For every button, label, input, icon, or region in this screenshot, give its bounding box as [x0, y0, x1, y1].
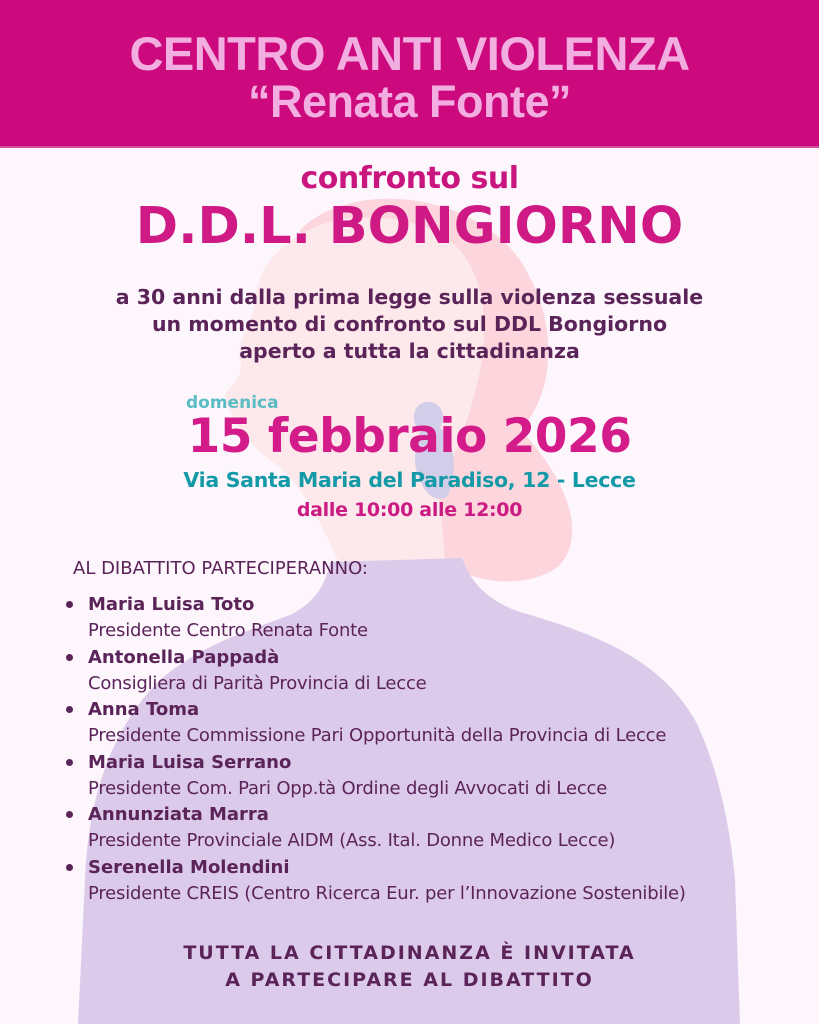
bullet-icon — [66, 759, 73, 766]
organization-name: CENTRO ANTI VIOLENZA — [129, 27, 690, 80]
bullet-icon — [66, 811, 73, 818]
bullet-icon — [66, 706, 73, 713]
organization-subtitle: “Renata Fonte” — [247, 76, 572, 127]
participant-name: Antonella Pappadà — [88, 646, 280, 668]
participant-item — [62, 855, 802, 908]
participant-name: Maria Luisa Toto — [88, 594, 255, 615]
participant-role: Presidente CREIS (Centro Ricerca Eur. per l’Innovazione Sostenibile) — [88, 882, 686, 904]
participant-role: Presidente Com. Pari Opp.tà Ordine degli Avvocati di Lecce — [88, 777, 608, 799]
bullet-icon — [66, 601, 73, 608]
participant-role: Presidente Commissione Pari Opportunità della Provincia di Lecce — [88, 725, 667, 746]
event-address: Via Santa Maria del Paradiso, 12 - Lecce — [183, 468, 636, 492]
event-date: 15 febbraio 2026 — [187, 409, 632, 464]
intro-line-1: a 30 anni dalla prima legge sulla violenza sessuale — [115, 285, 704, 309]
intro-line-3: aperto a tutta la cittadinanza — [239, 339, 580, 363]
bullet-icon — [66, 654, 73, 661]
participant-item — [62, 802, 802, 855]
participant-item — [62, 750, 802, 803]
closing-line-1: TUTTA LA CITTADINANZA È INVITATA — [183, 942, 636, 964]
participants-list — [62, 592, 802, 907]
closing-line-2: A PARTECIPARE AL DIBATTITO — [225, 969, 594, 991]
bullet-icon — [66, 864, 73, 871]
participant-item — [62, 592, 802, 645]
participant-role: Presidente Centro Renata Fonte — [88, 620, 368, 641]
event-day-of-week: domenica — [186, 393, 279, 413]
participant-role: Presidente Provinciale AIDM (Ass. Ital. Donne Medico Lecce) — [88, 830, 616, 851]
participants-heading: AL DIBATTITO PARTECIPERANNO: — [73, 558, 368, 579]
event-subtitle: confronto sul — [300, 161, 519, 196]
participant-item — [62, 697, 802, 750]
event-title: D.D.L. BONGIORNO — [135, 197, 684, 256]
participant-name: Serenella Molendini — [88, 856, 290, 878]
participant-role: Consigliera di Parità Provincia di Lecce — [88, 672, 427, 694]
participant-name: Annunziata Marra — [88, 804, 269, 825]
participant-name: Maria Luisa Serrano — [88, 751, 292, 773]
event-hours: dalle 10:00 alle 12:00 — [296, 499, 523, 521]
participant-name: Anna Toma — [88, 699, 200, 720]
intro-line-2: un momento di confronto sul DDL Bongiorno — [151, 312, 668, 336]
participant-item — [62, 645, 802, 698]
